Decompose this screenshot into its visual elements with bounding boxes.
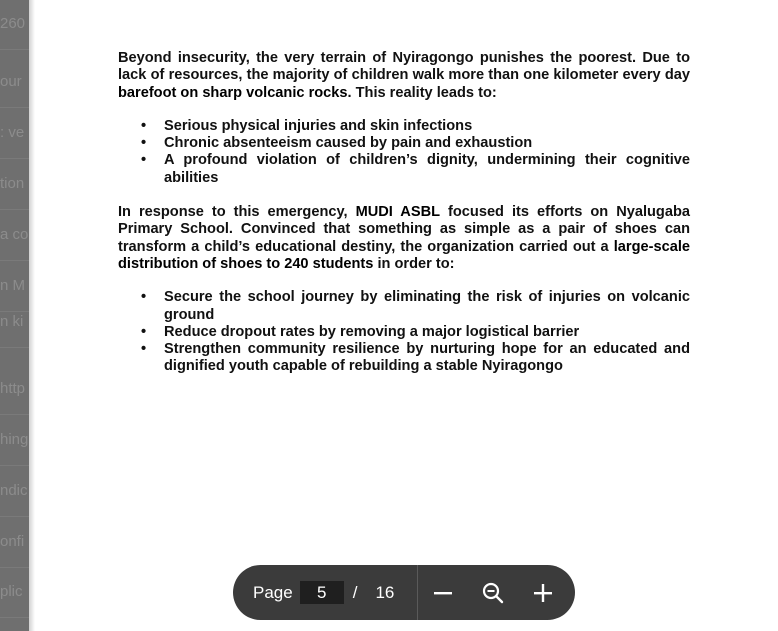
sidebar-fragment: onfi — [0, 518, 29, 568]
page-separator: / — [352, 582, 358, 602]
paragraph-emphasis: MUDI ASBL — [355, 204, 441, 221]
paragraph-text: . This reality leads to: — [347, 84, 497, 101]
document-page — [118, 50, 690, 393]
zoom-in-button[interactable] — [518, 565, 568, 620]
list-item: • Chronic absenteeism caused by pain and exhaustion — [118, 135, 690, 152]
sidebar-fragment: plic — [0, 568, 29, 618]
minus-icon — [432, 582, 454, 604]
total-pages: 16 — [375, 582, 395, 602]
sidebar-fragment: tion — [0, 160, 29, 210]
list-item: • Strengthen community resilience by nurturing hope for an educated and dignified youth capable of rebuilding a stable Nyiragongo — [118, 341, 690, 376]
list-item: • Serious physical injuries and skin infections — [118, 118, 690, 135]
sidebar-fragment: a co — [0, 211, 29, 261]
page-number-input[interactable]: 5 — [300, 581, 344, 604]
consequences-list — [118, 118, 690, 187]
sidebar-fragment: http — [0, 365, 29, 415]
page-label: Page — [253, 582, 293, 602]
left-sidebar-panel — [0, 0, 29, 631]
paragraph-text: In response to this emergency, — [118, 204, 356, 221]
paragraph-text: in order to: — [373, 255, 455, 272]
sidebar-fragment: our — [0, 58, 29, 108]
page-toolbar — [233, 565, 575, 620]
sidebar-fragment: ndic — [0, 467, 29, 517]
paragraph-response — [118, 204, 690, 273]
sidebar-fragment: n M — [0, 262, 29, 312]
zoom-fit-button[interactable] — [468, 565, 518, 620]
sidebar-fragment: 260 — [0, 0, 29, 50]
goals-list — [118, 289, 690, 375]
zoom-icon — [481, 581, 505, 605]
paragraph-intro — [118, 50, 690, 102]
sidebar-fragment: hing — [0, 416, 29, 466]
list-item: • A profound violation of children’s dignity, undermining their cognitive abilities — [118, 152, 690, 187]
paragraph-emphasis: large-scale distribution of shoes to 240 students — [118, 238, 690, 272]
sidebar-shadow — [29, 0, 35, 631]
zoom-out-button[interactable] — [418, 565, 468, 620]
paragraph-text: Beyond insecurity, the very terrain of Nyiragongo punishes the poorest. Due to lack of resources, the majority of children walk more than one kilometer every day — [118, 50, 690, 84]
paragraph-emphasis: barefoot on sharp volcanic rocks — [118, 84, 348, 101]
sidebar-fragment: n ki — [0, 298, 29, 348]
list-item: • Secure the school journey by eliminating the risk of injuries on volcanic ground — [118, 289, 690, 324]
paragraph-text: focused its efforts on Nyalugaba Primary School. Convinced that something as simple as a pair of shoes can transform a child’s educational destiny, the organization carried out a — [118, 204, 690, 255]
list-item: • Reduce dropout rates by removing a major logistical barrier — [118, 324, 690, 341]
sidebar-fragment: : ve — [0, 109, 29, 159]
plus-icon — [532, 582, 554, 604]
